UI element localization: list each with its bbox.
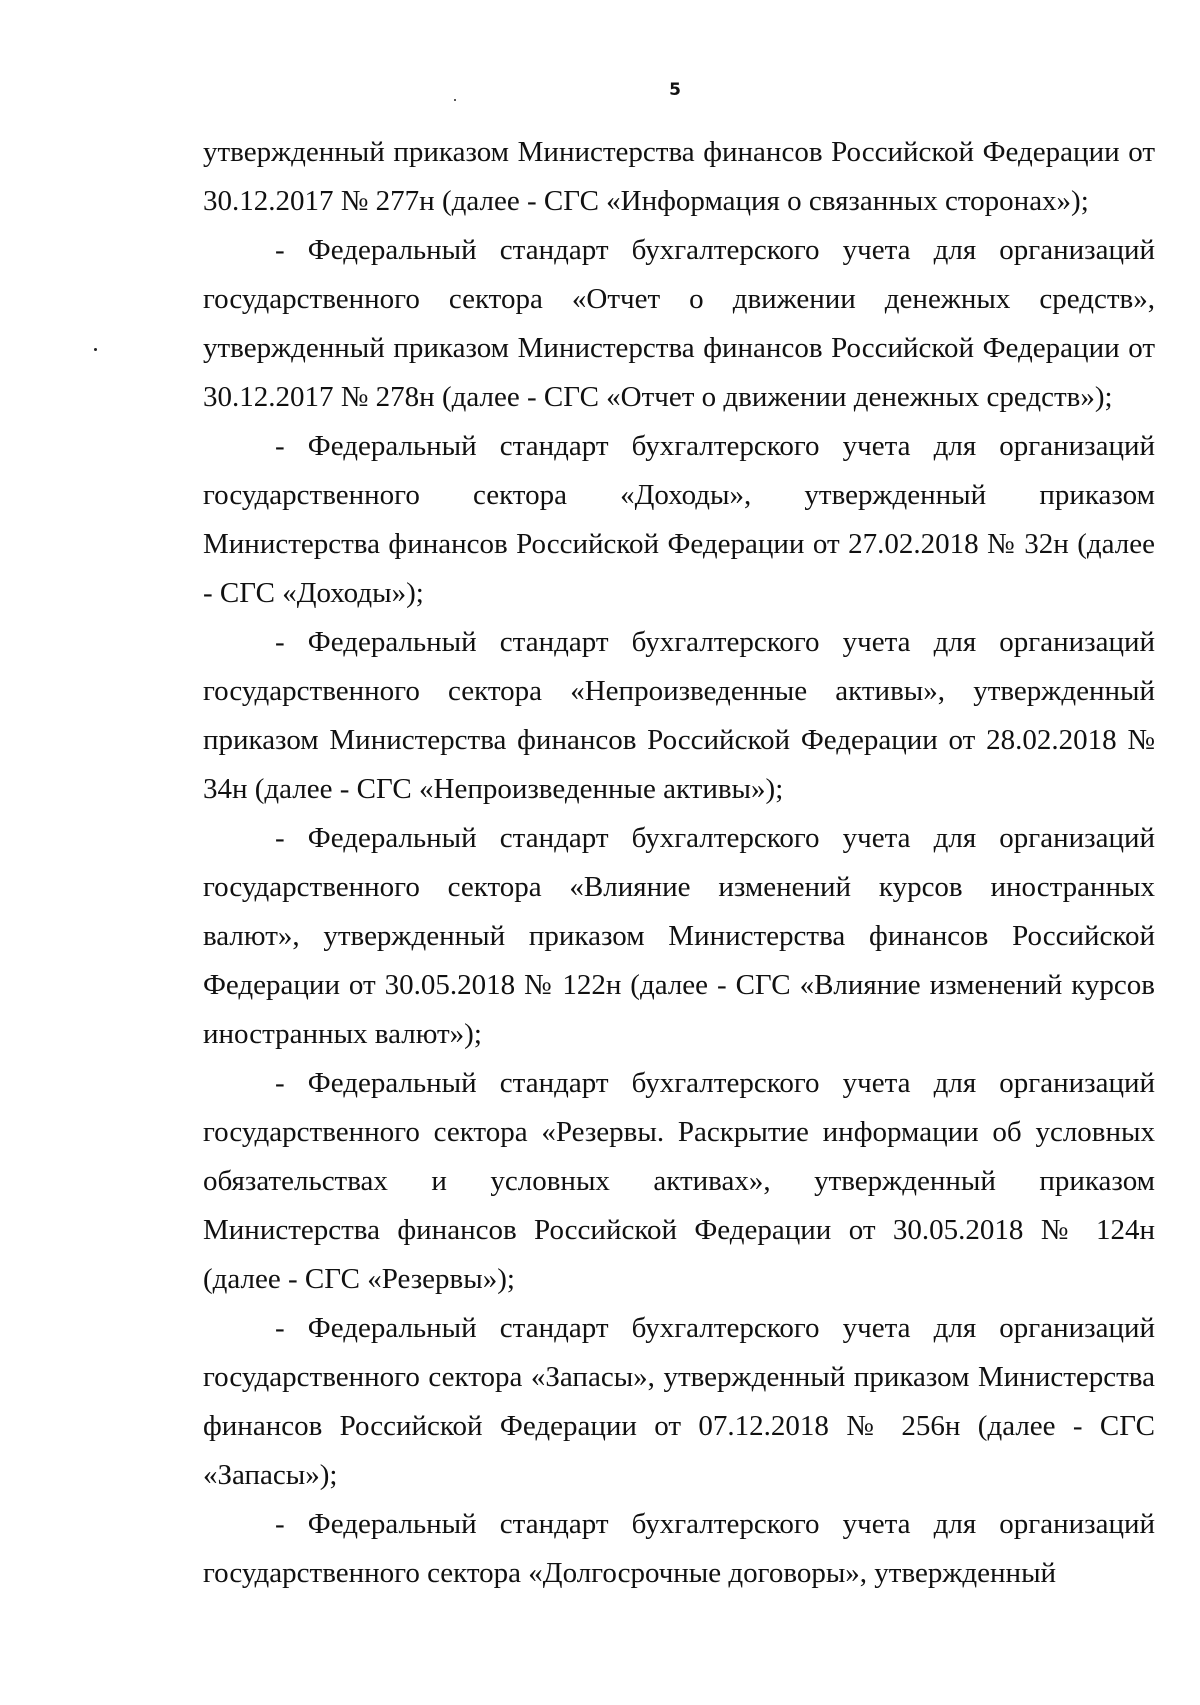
paragraph-standard-inventories: - Федеральный стандарт бухгалтерского учета для организаций государственного сектора «Запасы», утвержденный приказом Министерства финансов Российской Федерации от 07.12.2018 № 256н (далее - СГС «Запасы»); bbox=[203, 1312, 1155, 1491]
document-body bbox=[203, 128, 1155, 1598]
page-number: 5 bbox=[669, 80, 681, 100]
scan-speck bbox=[94, 348, 97, 351]
paragraph-standard-income: - Федеральный стандарт бухгалтерского учета для организаций государственного сектора «Доходы», утвержденный приказом Министерства финансов Российской Федерации от 27.02.2018 № 32н (далее - СГС «Доходы»); bbox=[203, 430, 1155, 609]
paragraph-standard-long-term-contracts: - Федеральный стандарт бухгалтерского учета для организаций государственного сектора «Долгосрочные договоры», утвержденный bbox=[203, 1508, 1155, 1589]
paragraph-standard-cash-flow: - Федеральный стандарт бухгалтерского учета для организаций государственного сектора «Отчет о движении денежных средств», утвержденный приказом Министерства финансов Российской Федерации от 30.12.2017 № 278н (далее - СГС «Отчет о движении денежных средств»); bbox=[203, 234, 1155, 413]
scan-speck bbox=[454, 99, 456, 101]
paragraph-continuation: утвержденный приказом Министерства финансов Российской Федерации от 30.12.2017 № 277н (далее - СГС «Информация о связанных сторонах»); bbox=[203, 136, 1155, 217]
paragraph-standard-nonproduced-assets: - Федеральный стандарт бухгалтерского учета для организаций государственного сектора «Непроизведенные активы», утвержденный приказом Министерства финансов Российской Федерации от 28.02.2018 № 34н (далее - СГС «Непроизведенные активы»); bbox=[203, 626, 1155, 805]
paragraph-standard-exchange-rates: - Федеральный стандарт бухгалтерского учета для организаций государственного сектора «Влияние изменений курсов иностранных валют», утвержденный приказом Министерства финансов Российской Федерации от 30.05.2018 № 122н (далее - СГС «Влияние изменений курсов иностранных валют»); bbox=[203, 822, 1155, 1050]
paragraph-standard-reserves: - Федеральный стандарт бухгалтерского учета для организаций государственного сектора «Резервы. Раскрытие информации об условных обязательствах и условных активах», утвержденный приказом Министерства финансов Российской Федерации от 30.05.2018 № 124н (далее - СГС «Резервы»); bbox=[203, 1067, 1155, 1295]
